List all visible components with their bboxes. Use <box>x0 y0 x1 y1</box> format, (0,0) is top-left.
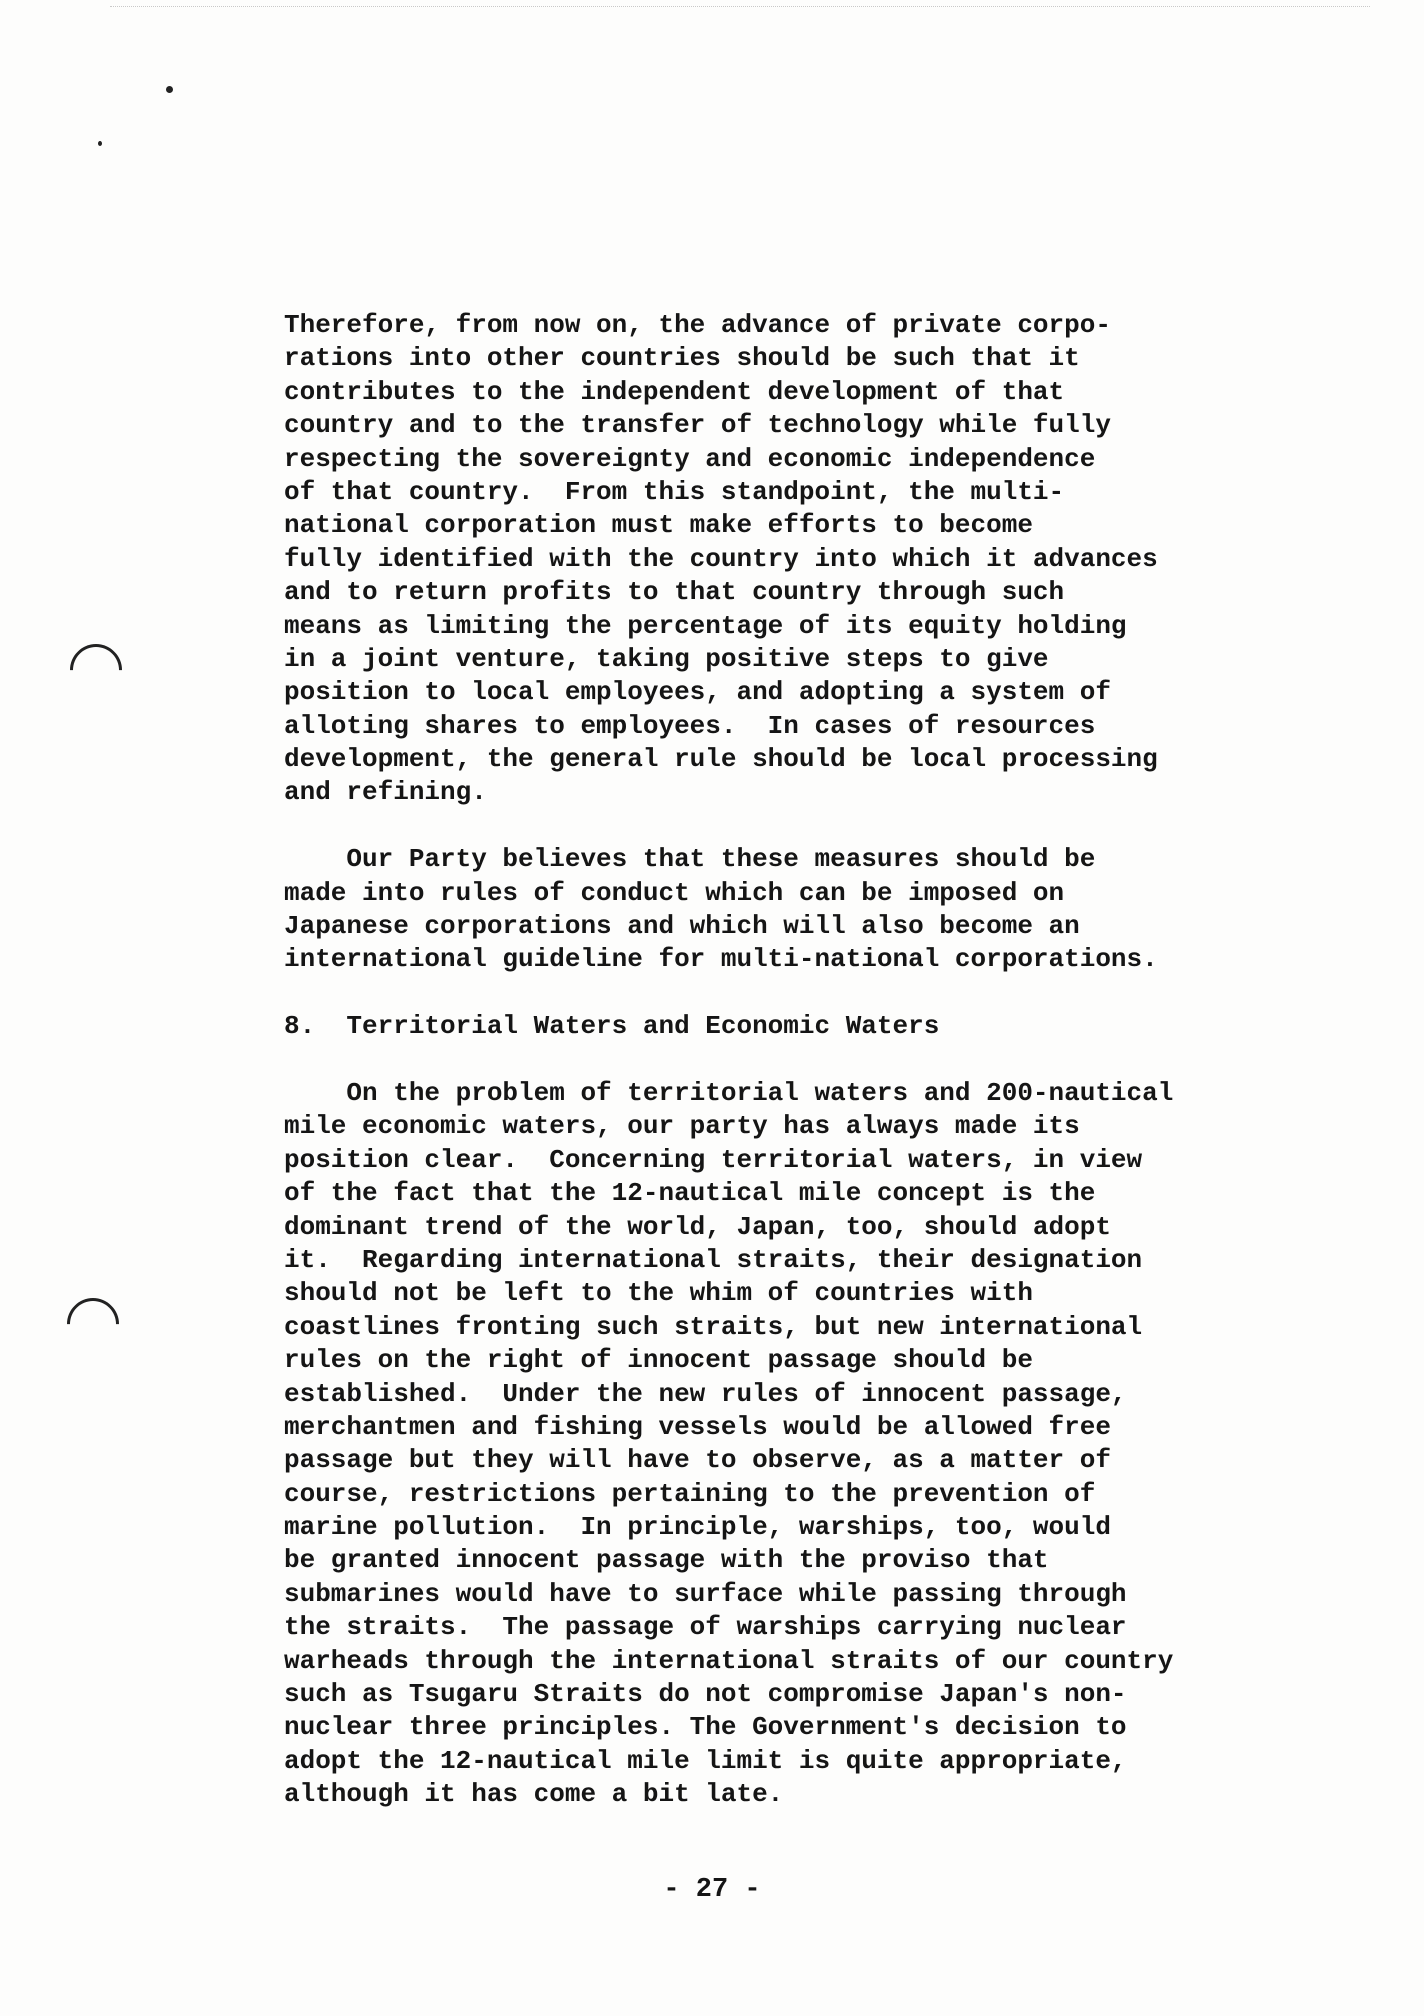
text-line: passage but they will have to observe, as a matter of <box>284 1445 1111 1476</box>
text-line: country and to the transfer of technology while fully <box>284 410 1111 441</box>
scan-speck <box>166 86 173 93</box>
text-line: course, restrictions pertaining to the prevention of <box>284 1478 1096 1509</box>
text-line: merchantmen and fishing vessels would be allowed free <box>284 1411 1111 1442</box>
section-heading: 8. Territorial Waters and Economic Waters <box>284 1011 940 1042</box>
text-line: it. Regarding international straits, their designation <box>284 1244 1143 1275</box>
page-number: - 27 - <box>663 1875 761 1905</box>
text-line: rations into other countries should be such that it <box>284 343 1080 374</box>
text-line: made into rules of conduct which can be imposed on <box>284 877 1065 908</box>
paragraph-gap <box>284 810 1284 843</box>
text-line: submarines would have to surface while passing through <box>284 1578 1127 1609</box>
text-line: such as Tsugaru Straits do not compromise Japan's non- <box>284 1679 1127 1710</box>
text-line: dominant trend of the world, Japan, too, should adopt <box>284 1211 1111 1242</box>
text-line: position clear. Concerning territorial waters, in view <box>284 1144 1143 1175</box>
punch-hole-mark <box>56 1287 130 1361</box>
text-line: Therefore, from now on, the advance of private corpo- <box>284 310 1111 340</box>
document-body <box>284 309 1284 1812</box>
text-line: Japanese corporations and which will also become an <box>284 911 1080 942</box>
text-line: established. Under the new rules of innocent passage, <box>284 1378 1127 1409</box>
punch-hole-mark <box>59 633 133 707</box>
text-line: national corporation must make efforts to become <box>284 510 1033 541</box>
text-line: respecting the sovereignty and economic independence <box>284 443 1096 474</box>
text-line: of the fact that the 12-nautical mile concept is the <box>284 1178 1096 1209</box>
text-line: contributes to the independent development of that <box>284 376 1065 407</box>
text-line: warheads through the international straits of our country <box>284 1645 1174 1676</box>
text-line: adopt the 12-nautical mile limit is quite appropriate, <box>284 1745 1127 1776</box>
scan-speck <box>98 141 102 146</box>
text-line: although it has come a bit late. <box>284 1779 784 1810</box>
text-line: nuclear three principles. The Government's decision to <box>284 1712 1127 1743</box>
text-line: and to return profits to that country through such <box>284 577 1065 608</box>
text-line: On the problem of territorial waters and 200-nautical <box>284 1077 1174 1108</box>
text-line: in a joint venture, taking positive steps to give <box>284 643 1049 674</box>
text-line: mile economic waters, our party has always made its <box>284 1111 1080 1142</box>
text-line: fully identified with the country into which it advances <box>284 543 1158 574</box>
text-line: and refining. <box>284 777 487 808</box>
text-line: Our Party believes that these measures should be <box>284 844 1096 875</box>
text-line: means as limiting the percentage of its equity holding <box>284 610 1127 641</box>
text-line: development, the general rule should be local processing <box>284 744 1158 775</box>
paragraph-rules-of-conduct <box>284 843 1284 977</box>
text-line: rules on the right of innocent passage should be <box>284 1345 1033 1376</box>
scan-artifact-top <box>110 6 1370 11</box>
paragraph-gap <box>284 1044 1284 1077</box>
text-line: coastlines fronting such straits, but new international <box>284 1311 1143 1342</box>
text-line: alloting shares to employees. In cases of resources <box>284 710 1096 741</box>
paragraph-territorial-waters <box>284 1077 1284 1812</box>
text-line: the straits. The passage of warships carrying nuclear <box>284 1612 1127 1643</box>
text-line: marine pollution. In principle, warships, too, would <box>284 1512 1111 1543</box>
paragraph-gap <box>284 977 1284 1010</box>
text-line: position to local employees, and adopting a system of <box>284 677 1111 708</box>
text-line: of that country. From this standpoint, the multi- <box>284 476 1065 507</box>
text-line: should not be left to the whim of countries with <box>284 1278 1033 1309</box>
text-line: international guideline for multi-national corporations. <box>284 944 1158 975</box>
paragraph-multinational-corporations <box>284 309 1284 810</box>
text-line: be granted innocent passage with the proviso that <box>284 1545 1049 1576</box>
